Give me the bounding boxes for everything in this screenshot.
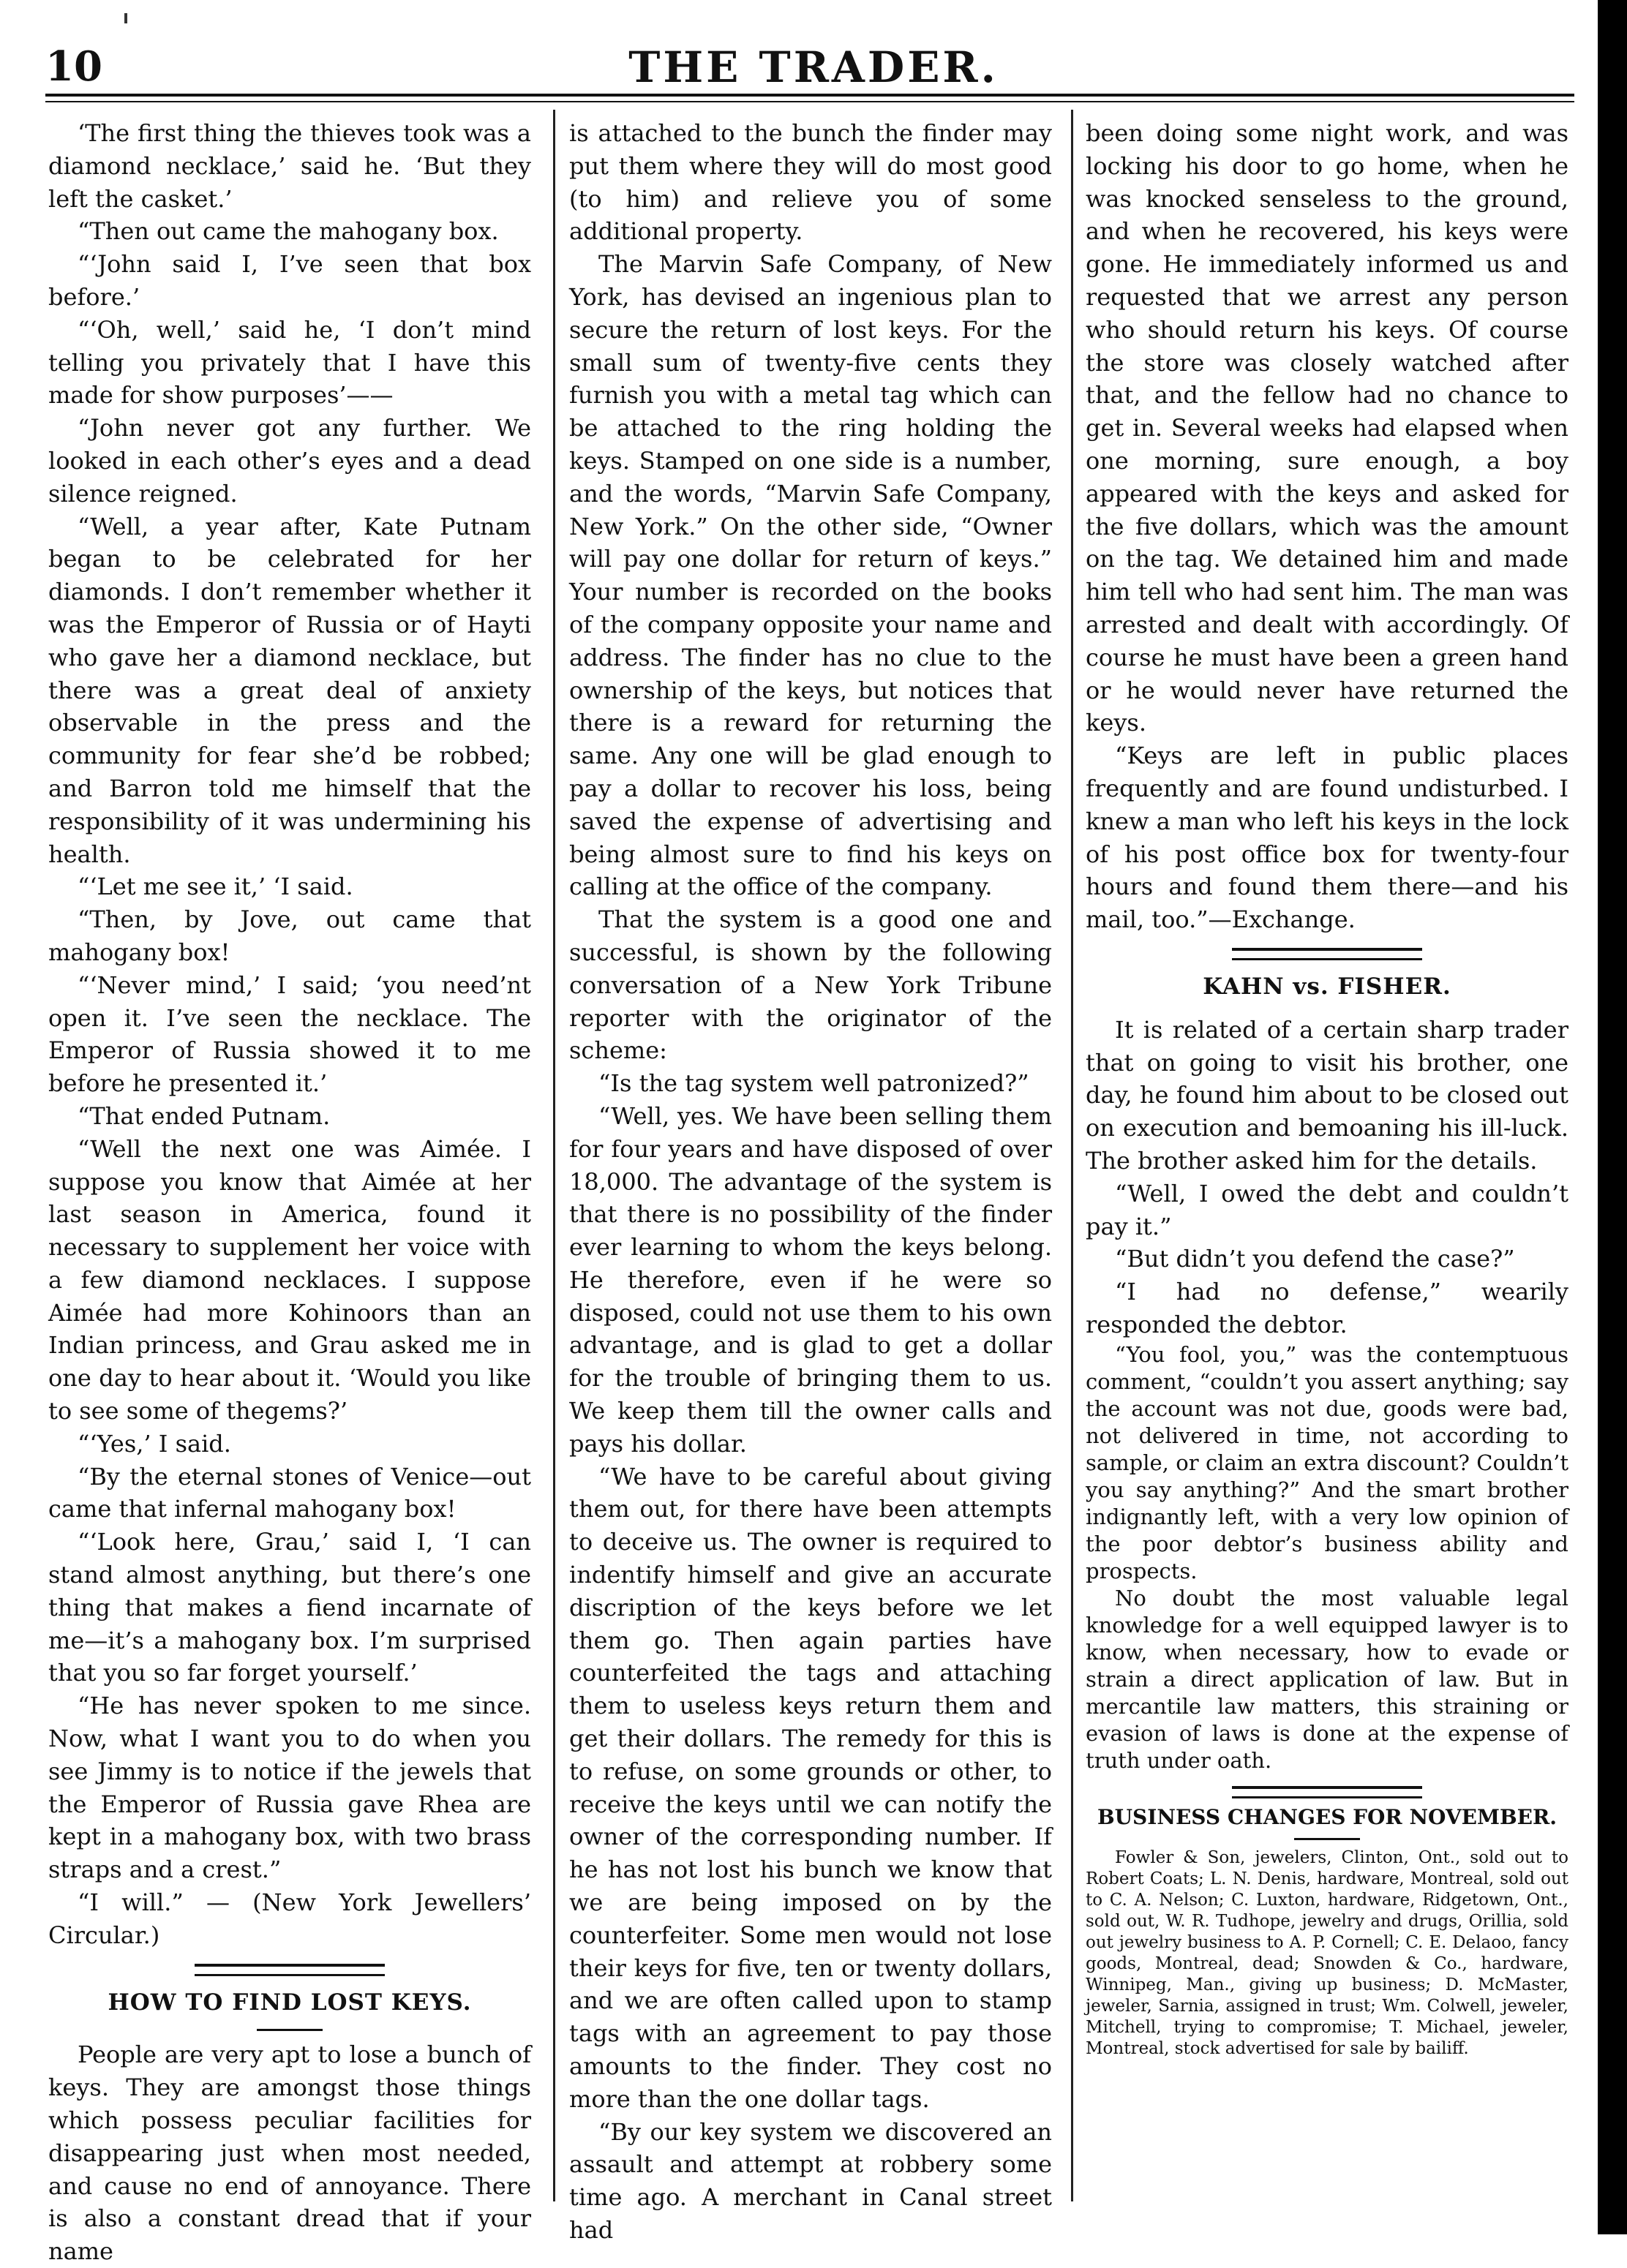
column-3: [1086, 117, 1568, 2060]
section-rule: [1232, 1786, 1422, 1798]
paragraph: is attached to the bunch the finder may put them where they will do most good (to him) and relieve you of some additional property.: [569, 119, 1052, 246]
paragraph: “But didn’t you defend the case?”: [1115, 1245, 1515, 1273]
paragraph: “‘Never mind,’ I said; ‘you need’nt open it. I’ve seen the necklace. The Emperor of Russia showed it to me before he presented it.’: [48, 971, 531, 1098]
paragraph: “‘Oh, well,’ said he, ‘I don’t mind telling you privately that I have this made for show purposes’——: [48, 315, 531, 410]
paragraph: That the system is a good one and successful, is shown by the following conversation of a New York Tribune reporter with the originator of the scheme:: [569, 905, 1052, 1065]
header-rule: [45, 94, 1574, 97]
paragraph: “You fool, you,” was the contemptuous comment, “couldn’t you assert anything; say the account was not due, goods were bad, not delivered in time, not according to sample, or claim an extra discount? Couldn’t you say anything?” And the smart brother indignantly left, with a very low opinion of the poor debtor’s business ability and prospects.: [1086, 1341, 1568, 1583]
paragraph: “Is the tag system well patronized?”: [598, 1069, 1029, 1098]
paragraph: “Keys are left in public places frequently and are found undisturbed. I knew a man who left his keys in the lock of his post office box for twenty-four hours and found them there—and his mail, too.”—Exchange.: [1086, 742, 1568, 934]
column-1: [48, 117, 531, 2268]
page-edge-shadow: [1598, 0, 1627, 2234]
paragraph: “‘Look here, Grau,’ said I, ‘I can stand almost anything, but there’s one thing that makes a fiend incarnate of me—it’s a mahogany box. I’m surprised that you so far forget yourself.’: [48, 1528, 531, 1687]
section-title: BUSINESS CHANGES FOR NOVEMBER.: [1097, 1804, 1558, 1829]
column-divider: [1071, 110, 1073, 2201]
paragraph: ‘The first thing the thieves took was a diamond necklace,’ said he. ‘But they left the casket.’: [48, 119, 531, 213]
paragraph: “We have to be careful about giving them out, for there have been attempts to deceive us. The owner is required to indentify himself and give an accurate discription of the keys before we let them go. Then again parties have counterfeited the tags and attaching them to useless keys return them and get their dollars. The remedy for this is to refuse, on some grounds or other, to receive the keys until we can notify the owner of the corresponding number. If he has not lost his bunch we know that we are being imposed on by the counterfeiter. Some men would not lose their keys for five, ten or twenty dollars, and we are often called upon to stamp tags with an agreement to pay those amounts to the finder. They cost no more than the one dollar tags.: [569, 1462, 1052, 2113]
masthead-title: THE TRADER.: [628, 42, 999, 92]
paragraph: “Then, by Jove, out came that mahogany box!: [48, 905, 531, 966]
paragraph: “By the eternal stones of Venice—out came that infernal mahogany box!: [48, 1462, 531, 1523]
paragraph: “John never got any further. We looked in each other’s eyes and a dead silence reigned.: [48, 414, 531, 508]
paragraph: No doubt the most valuable legal knowledge for a well equipped lawyer is to know, when necessary, how to evade or strain a direct application of law. But in mercantile law matters, this straining or evasion of laws is done at the expense of truth under oath.: [1086, 1585, 1568, 1773]
paragraph: “Then out came the mahogany box.: [78, 217, 499, 246]
paragraph: People are very apt to lose a bunch of keys. They are amongst those things which possess peculiar facilities for disappearing just when most needed, and cause no end of annoyance. There is also a constant dread that if your name: [48, 2041, 531, 2266]
paragraph: “Well, a year after, Kate Putnam began to be celebrated for her diamonds. I don’t remember whether it was the Emperor of Russia or of Hayti who gave her a diamond necklace, but there was a great deal of anxiety observable in the press and the community for fear she’d be robbed; and Barron told me himself that the responsibility of it was undermining his health.: [48, 512, 531, 868]
paragraph: It is related of a certain sharp trader that on going to visit his brother, one day, he found him about to be closed out on execution and bemoaning his ill-luck. The brother asked him for the details.: [1086, 1015, 1568, 1175]
paragraph: “‘John said I, I’ve seen that box before.’: [48, 250, 531, 311]
title-rule: [1294, 1838, 1360, 1840]
section-rule: [1232, 948, 1422, 960]
section-title: KAHN vs. FISHER.: [1203, 973, 1451, 1000]
section-rule: [195, 1964, 385, 1976]
page-number: 10: [45, 42, 102, 91]
paragraph: “‘Yes,’ I said.: [78, 1429, 231, 1458]
paragraph: “I will.” — (New York Jewellers’ Circular.): [48, 1888, 531, 1949]
paragraph: Fowler & Son, jewelers, Clinton, Ont., sold out to Robert Coats; L. N. Denis, hardware, Montreal, sold out to C. A. Nelson; C. Luxton, hardware, Ridgetown, Ont., sold out, W. R. Tudhope, jewelry and drugs, Orillia, sold out jewelry business to A. P. Cornell; C. E. Delaoo, fancy goods, Montreal, dead; Snowden & Co., hardware, Winnipeg, Man., giving up business; D. McMaster, jeweler, Sarnia, assigned in trust; Wm. Colwell, jeweler, Mitchell, trying to compromise; T. Michael, jeweler, Montreal, stock advertised for sale by bailiff.: [1086, 1847, 1568, 2058]
column-divider: [553, 110, 555, 2201]
title-rule: [257, 2029, 323, 2031]
paragraph: “‘Let me see it,’ ‘I said.: [78, 873, 353, 901]
paragraph: “He has never spoken to me since. Now, what I want you to do when you see Jimmy is to notice if the jewels that the Emperor of Russia gave Rhea are kept in a mahogany box, with two brass straps and a crest.”: [48, 1692, 531, 1884]
paragraph: “Well the next one was Aimée. I suppose you know that Aimée at her last season in America, found it necessary to supplement her voice with a few diamond necklaces. I suppose Aimée had more Kohinoors than an Indian princess, and Grau asked me in one day to hear about it. ‘Would you like to see some of thegems?’: [48, 1134, 531, 1425]
paragraph: “That ended Putnam.: [78, 1101, 331, 1130]
paragraph: been doing some night work, and was locking his door to go home, when he was knocked senseless to the ground, and when he recovered, his keys were gone. He immediately informed us and requested that we arrest any person who should return his keys. Of course the store was closely watched after that, and the fellow had no chance to get in. Several weeks had elapsed when one morning, sure enough, a boy appeared with the keys and asked for the five dollars, which was the amount on the tag. We detained him and made him tell who had sent him. The man was arrested and dealt with accordingly. Of course he must have been a green hand or he would never have returned the keys.: [1086, 119, 1568, 737]
section-title: HOW TO FIND LOST KEYS.: [108, 1989, 472, 2016]
print-mark: [124, 13, 127, 23]
paragraph: “Well, yes. We have been selling them for four years and have disposed of over 18,000. The advantage of the system is that there is no possibility of the finder ever learning to whom the keys belong. He therefore, even if he were so disposed, could not use them to his own advantage, and is glad to get a dollar for the trouble of bringing them to us. We keep them till the owner calls and pays his dollar.: [569, 1101, 1052, 1458]
header-rule-thin: [45, 101, 1574, 102]
paragraph: “Well, I owed the debt and couldn’t pay it.”: [1086, 1179, 1568, 1240]
paragraph: “I had no defense,” wearily responded the debtor.: [1086, 1278, 1568, 1338]
column-2: [569, 117, 1052, 2247]
paragraph: The Marvin Safe Company, of New York, has devised an ingenious plan to secure the return of lost keys. For the small sum of twenty-five cents they furnish you with a metal tag which can be attached to the ring holding the keys. Stamped on one side is a number, and the words, “Marvin Safe Company, New York.” On the other side, “Owner will pay one dollar for return of keys.” Your number is recorded on the books of the company opposite your name and address. The finder has no clue to the ownership of the keys, but notices that there is a reward for returning the same. Any one will be glad enough to pay a dollar to recover his loss, being saved the expense of advertising and being almost sure to find his keys on calling at the office of the company.: [569, 250, 1052, 901]
paragraph: “By our key system we discovered an assault and attempt at robbery some time ago. A merchant in Canal street had: [569, 2117, 1052, 2244]
